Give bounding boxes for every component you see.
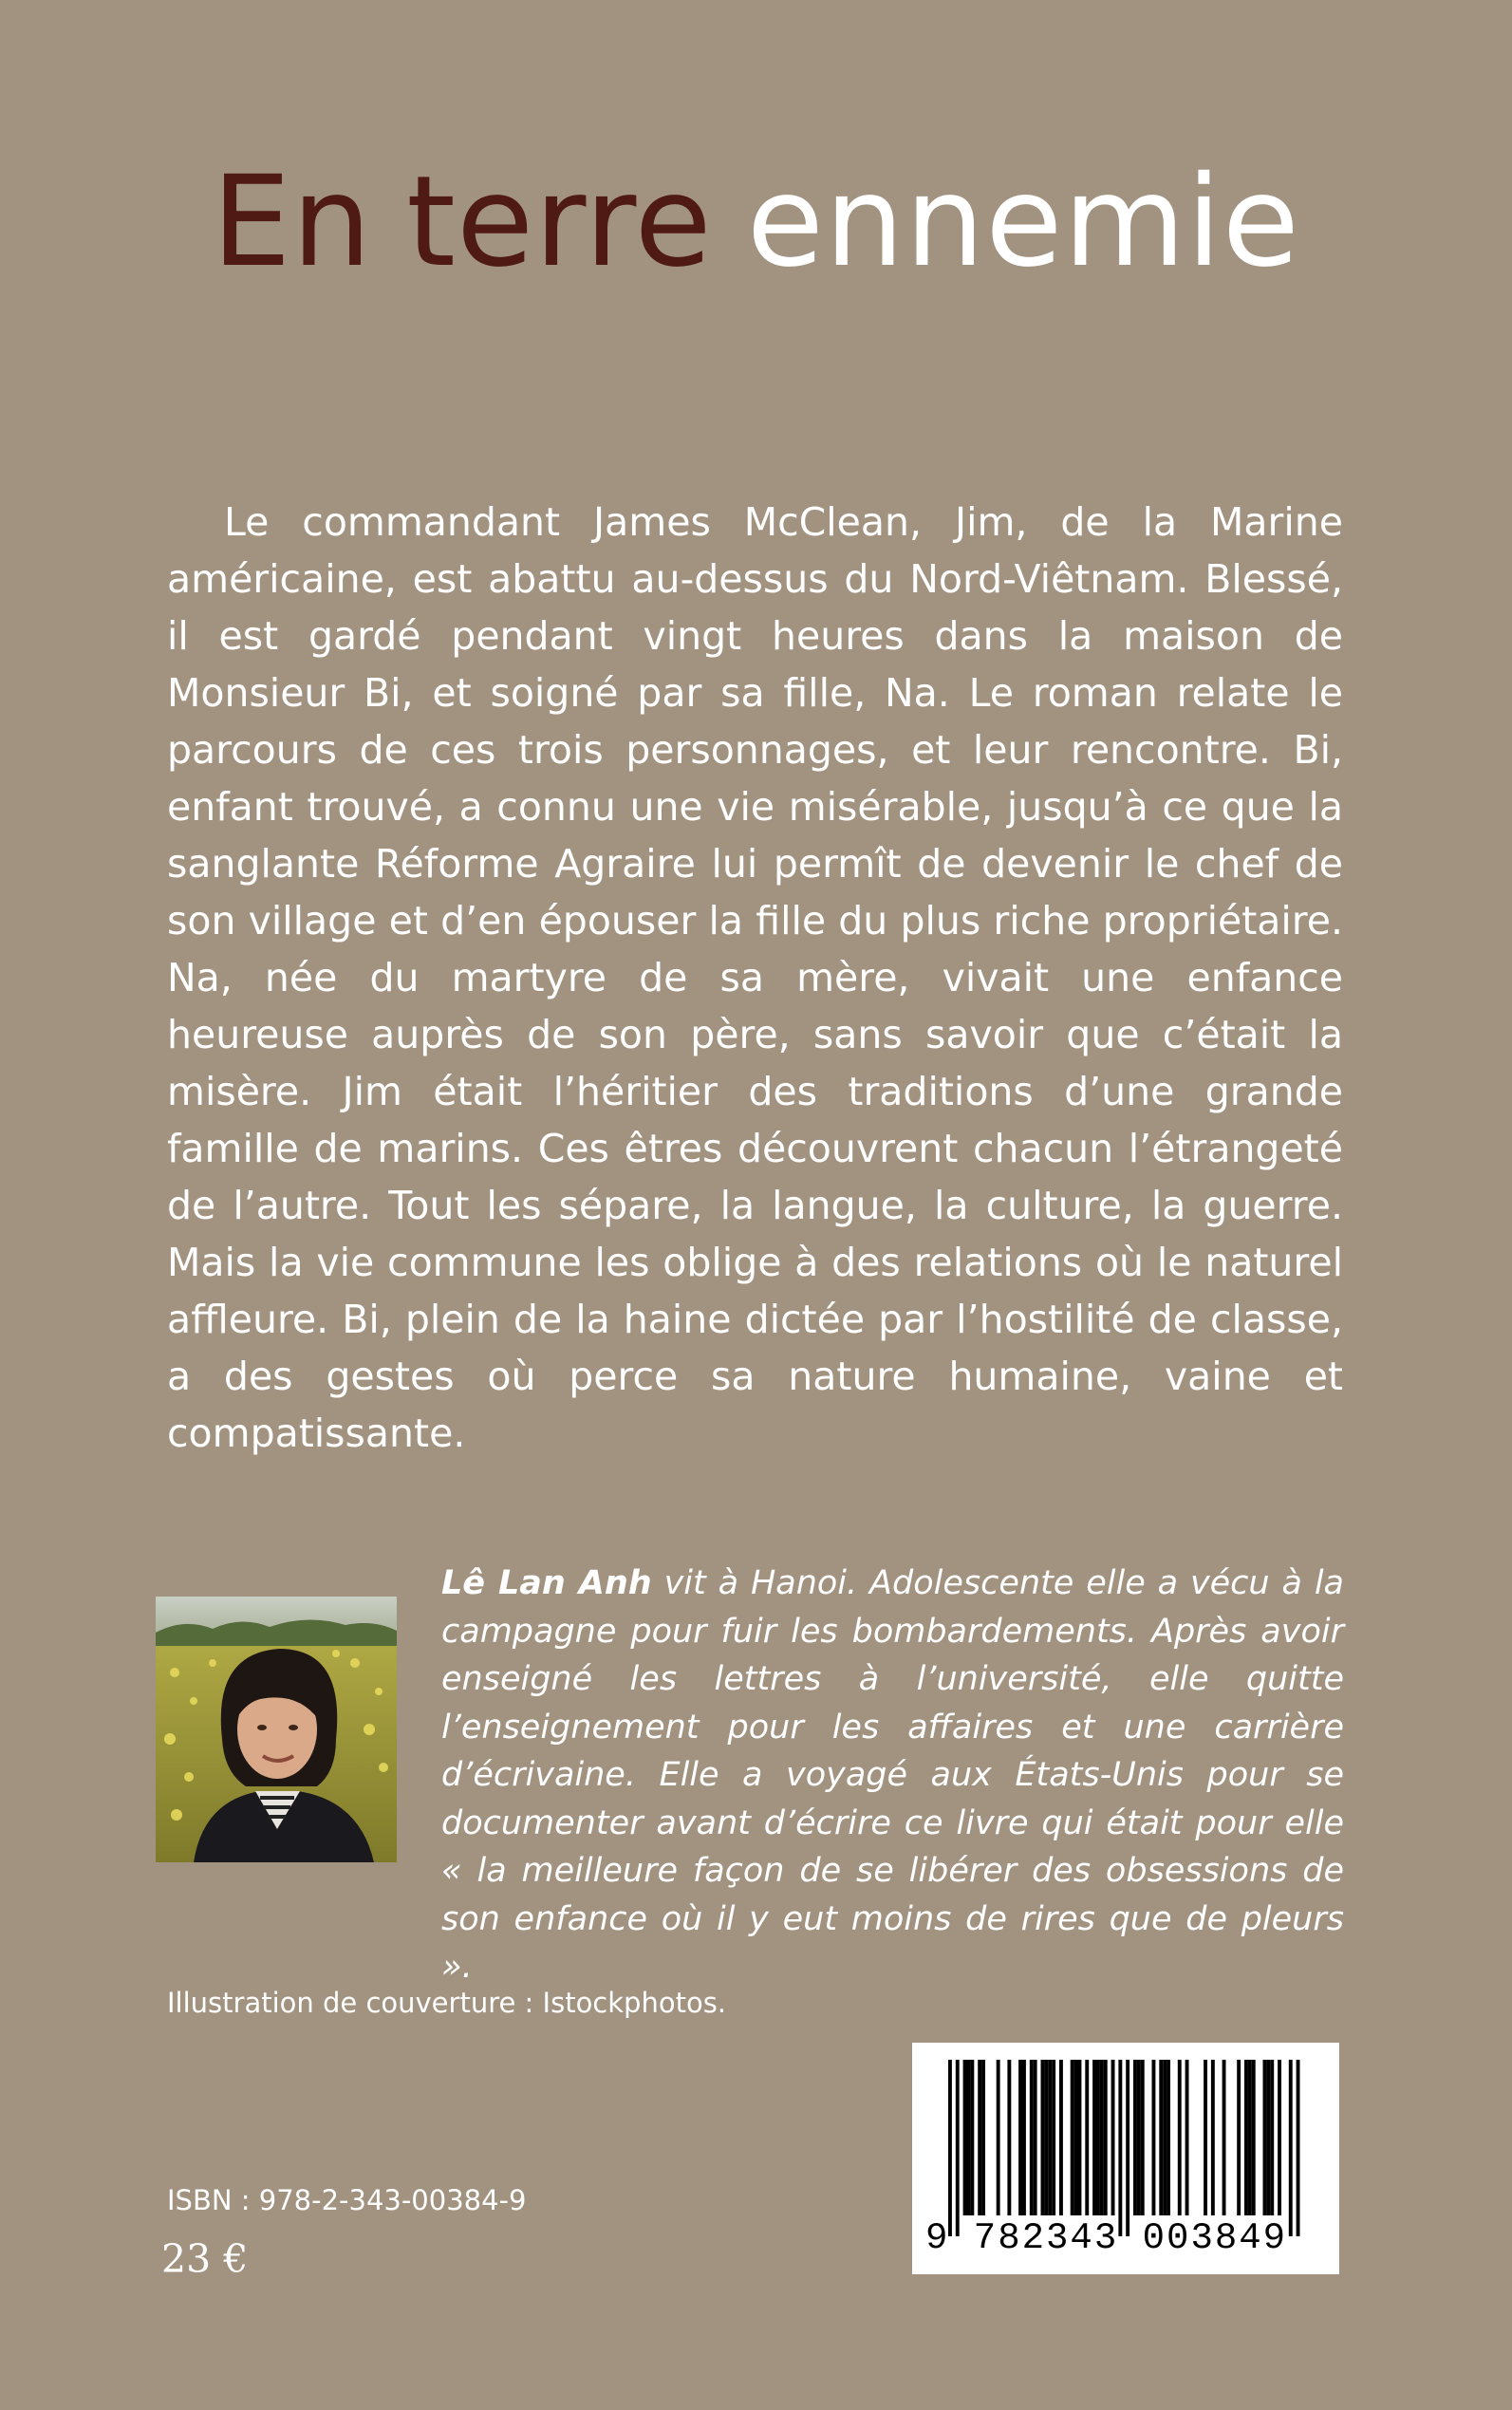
barcode-bar — [1167, 2060, 1170, 2215]
barcode-bar — [1163, 2060, 1167, 2215]
barcode-bar — [963, 2060, 967, 2215]
barcode-bar — [1289, 2060, 1293, 2236]
barcode-bar — [1152, 2060, 1156, 2215]
barcode-bar — [1204, 2060, 1207, 2215]
barcode-bar — [1159, 2060, 1163, 2215]
barcode-bar — [1044, 2060, 1048, 2215]
barcode-bar — [1096, 2060, 1100, 2215]
barcode-bar — [1071, 2060, 1074, 2215]
barcode-bar — [1223, 2060, 1226, 2215]
barcode-digits: 9 782343 003849 — [925, 2217, 1288, 2259]
isbn-number: ISBN : 978-2-343-00384-9 — [167, 2184, 527, 2216]
barcode-bar — [970, 2060, 974, 2215]
author-biography — [441, 1560, 1344, 1991]
barcode-bar — [1059, 2060, 1063, 2215]
title-word-terre: terre — [406, 149, 713, 295]
barcode-bar — [1237, 2060, 1241, 2215]
barcode-bar — [1048, 2060, 1052, 2215]
book-price: 23 € — [161, 2236, 249, 2282]
barcode-bar — [1104, 2060, 1108, 2215]
book-title — [0, 149, 1512, 295]
author-bio-text: vit à Hanoi. Adolescente elle a vécu à la campagne pour fuir les bombardements. Après avoir enseigné les lettres à l’université, elle quitte l’enseignement pour les affaires et une carrière d’écrivaine. Elle a voyagé aux États-Unis pour se documenter avant d’écrire ce livre qui était pour elle « la meilleure façon de se libérer des obsessions de son enfance où il y eut moins de rires que de pleurs ». — [441, 1564, 1344, 1986]
barcode-bar — [1126, 2060, 1129, 2236]
barcode-bar — [1263, 2060, 1267, 2215]
barcode-bar — [981, 2060, 985, 2215]
cover-illustration-credit: Illustration de couverture : Istockphotos. — [167, 1987, 727, 2019]
barcode-bar — [1111, 2060, 1115, 2215]
barcode-bar — [1278, 2060, 1281, 2215]
barcode-bar — [1030, 2060, 1034, 2215]
barcode-bar — [1078, 2060, 1082, 2215]
barcode-bar — [1085, 2060, 1089, 2215]
barcode-bar — [1248, 2060, 1252, 2215]
barcode-bar — [997, 2060, 1000, 2215]
barcode-bar — [1034, 2060, 1037, 2215]
barcode-bar — [1022, 2060, 1026, 2215]
barcode-bar — [1052, 2060, 1055, 2215]
barcode-bar — [948, 2060, 952, 2236]
barcode-bar — [1270, 2060, 1274, 2215]
barcode-bar — [1252, 2060, 1256, 2215]
barcode-bar — [1018, 2060, 1022, 2215]
barcode-bar — [1041, 2060, 1045, 2215]
barcode-bar — [956, 2060, 960, 2236]
barcode-bar — [1178, 2060, 1182, 2215]
barcode-bar — [1244, 2060, 1248, 2215]
barcode-bar — [1118, 2060, 1122, 2236]
book-summary: Le commandant James McClean, Jim, de la Marine américaine, est abattu au-dessus du Nord-Viêtnam. Blessé, il est gardé pendant vingt heures dans la maison de Monsieur Bi, et soigné par sa fille, Na. Le roman relate le parcours de ces trois personnages, et leur rencontre. Bi, enfant trouvé, a connu une vie misérable, jusqu’à ce que la sanglante Réforme Agraire lui permît de devenir le chef de son village et d’en épouser la fille du plus riche propriétaire. Na, née du martyre de sa mère, vivait une enfance heureuse auprès de son père, sans savoir que c’était la misère. Jim était l’héritier des traditions d’une grande famille de marins. Ces êtres découvrent chacun l’étrangeté de l’autre. Tout les sépare, la langue, la culture, la guerre. Mais la vie commune les oblige à des relations où le naturel affleure. Bi, plein de la haine dictée par l’hostilité de classe, a des gestes où perce sa nature humaine, vaine et compatissante. — [167, 499, 1343, 1456]
author-name: Lê Lan Anh — [441, 1564, 652, 1602]
barcode-bar — [1100, 2060, 1104, 2215]
barcode-bar — [1141, 2060, 1145, 2215]
barcode-bar — [1007, 2060, 1011, 2215]
title-word-ennemie: ennemie — [746, 149, 1300, 295]
barcode-bar — [978, 2060, 981, 2215]
barcode-bar — [1137, 2060, 1141, 2215]
title-word-en: En — [212, 149, 373, 295]
barcode-bar — [1074, 2060, 1078, 2215]
barcode-bar — [1211, 2060, 1215, 2215]
barcode-bar — [1297, 2060, 1300, 2236]
barcode-bar — [1266, 2060, 1270, 2215]
barcode-bar — [1185, 2060, 1189, 2215]
author-photo-icon — [156, 1597, 397, 1862]
barcode-bar — [1092, 2060, 1096, 2215]
barcode-bar — [1133, 2060, 1137, 2215]
barcode-icon — [912, 2043, 1339, 2274]
barcode-bar — [967, 2060, 971, 2215]
